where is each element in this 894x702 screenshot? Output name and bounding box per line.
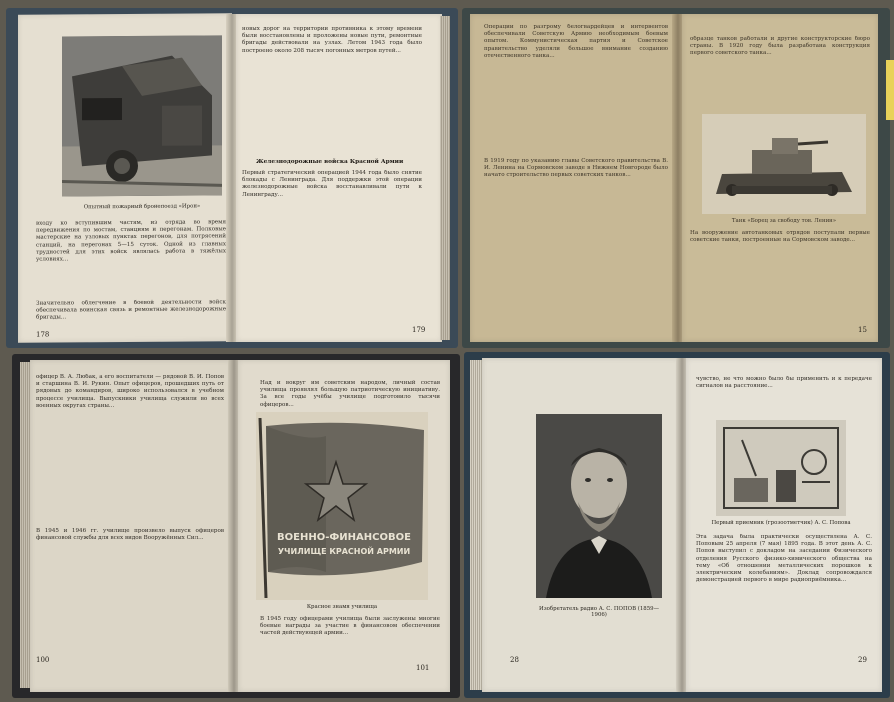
left-page: [482, 358, 680, 692]
body-text: новых дорог на территории противника к этому времени были восстановлены и проложены новые пути, ремонтные бригады действовали на узлах. Летом 1943 года было построено около 208 тысяч погонных метров путей...: [242, 26, 422, 54]
section-heading: Железнодорожные войска Красной Армии: [256, 159, 404, 165]
page-number: 178: [36, 330, 50, 339]
banner-illustration: [256, 412, 428, 600]
body-text-2: На вооружение автотанковых отрядов поступали первые советские танки, построенные на Сормовском заводе...: [690, 230, 870, 244]
photo-receiver: [716, 420, 846, 516]
body-text-2: В 1945 и 1946 гг. училище произвело выпуск офицеров финансовой службы для всех видов Вооружённых Сил...: [36, 528, 224, 542]
photo-caption: Красное знамя училища: [306, 604, 378, 610]
photo-caption: Опытный пожарный бронепоезд «Ирон»: [83, 203, 201, 211]
left-page: [30, 360, 232, 692]
left-page: [470, 14, 678, 342]
banner-line-2: УЧИЛИЩЕ КРАСНОЙ АРМИИ: [277, 547, 411, 556]
banner-line-1: ВОЕННО-ФИНАНСОВОЕ: [277, 532, 411, 543]
right-page: [686, 358, 882, 692]
page-number: 28: [510, 656, 519, 664]
photo-portrait-popov: [536, 414, 662, 598]
photo-caption: Первый приемник (грозоотметчик) А. С. Попова: [711, 520, 851, 526]
body-text: образце танков работали и другие конструкторские бюро страны. В 1920 году была разработана конструкция первого советского танка...: [690, 36, 870, 57]
page-number: 29: [858, 656, 867, 664]
tank-illustration: [702, 114, 866, 214]
photo-tank: [702, 114, 866, 214]
page-number: 15: [858, 326, 867, 334]
photo-caption: Танк «Борец за свободу тов. Ленин»: [731, 218, 837, 224]
armored-train-illustration: [62, 35, 222, 196]
photo-caption: Изобретатель радио А. С. ПОПОВ (1859—1906): [539, 606, 659, 618]
yellow-paper-edge: [886, 60, 894, 120]
body-text: Операции по разгрому белогвардейцев и интервентов обеспечивали Советскую Армию необходимым боевым опытом. Коммунистическая партия и Советское правительство уделяли большое внимание созданию отечественного танка...: [484, 24, 668, 59]
body-text: входу ко вступившим частям, из отряда во время передвижения по мостам, станциям и перегонам. Полковые мастерские на узловых пунктах перегонов, для потрясений станций, на перегонах 5—15 суток. Одной из главных трудностей для этих войск являлась работа в тяжёлых условиях...: [36, 219, 226, 263]
body-text: офицер В. А. Любак, а его воспитатели — рядовой В. И. Попов и старшина В. И. Рукин. Опыт офицеров, прошедших путь от рядовых до командиров, широко использовался в учебном процессе училища. Выпускники училища служили во всех военных округах страны...: [36, 374, 224, 409]
body-text-2: В 1919 году по указанию главы Советского правительства В. И. Ленина на Сормовском заводе в Нижнем Новгороде было начато строительство первых советских танков...: [484, 158, 668, 179]
page-edges: [440, 16, 450, 340]
right-page: [236, 14, 442, 342]
right-page: [682, 14, 878, 342]
body-text-2: Первый стратегический операцией 1944 года было снятие блокады с Ленинграда. Для поддержки этой операции железнодорожные войска восстанавливали пути к Ленинграду...: [242, 170, 422, 198]
body-text: чувство, не что можно было бы применить и к передаче сигналов на расстояние...: [696, 376, 872, 390]
page-edges: [470, 360, 482, 690]
body-text-footer: Значительно облегчение в боевой деятельности войск обеспечивала воинская связь и ремонтные железнодорожные бригады...: [36, 299, 226, 322]
page-number: 100: [36, 656, 50, 664]
portrait-illustration: [536, 414, 662, 598]
receiver-illustration: [716, 420, 846, 516]
body-text-2: Эта задача была практически осуществлена А. С. Поповым 25 апреля (7 мая) 1895 года. В этот день А. С. Попов выступил с докладом на заседании Физического отделения Русского физико-химического общества на тему «Об отношении металлических порошков к электрическим колебаниям». Доклад сопровождался демонстрацией первого в мире радиоприёмника...: [696, 534, 872, 584]
body-text: Над и вокруг им советским народом, личный состав училища проявлял большую патриотическую инициативу. За все годы учёбы училище подготовило тысячи офицеров...: [260, 380, 440, 408]
page-number: 179: [412, 326, 426, 334]
photo-red-banner: [256, 412, 428, 600]
photo-armored-train: [62, 35, 222, 196]
page-number: 101: [416, 664, 430, 672]
right-page: [238, 360, 450, 692]
page-edges: [20, 362, 30, 688]
body-text-2: В 1945 году офицерами училища были заслужены многие боевые награды за участие в финансовом обеспечении частей действующей армии...: [260, 616, 440, 637]
left-page: [18, 13, 232, 342]
